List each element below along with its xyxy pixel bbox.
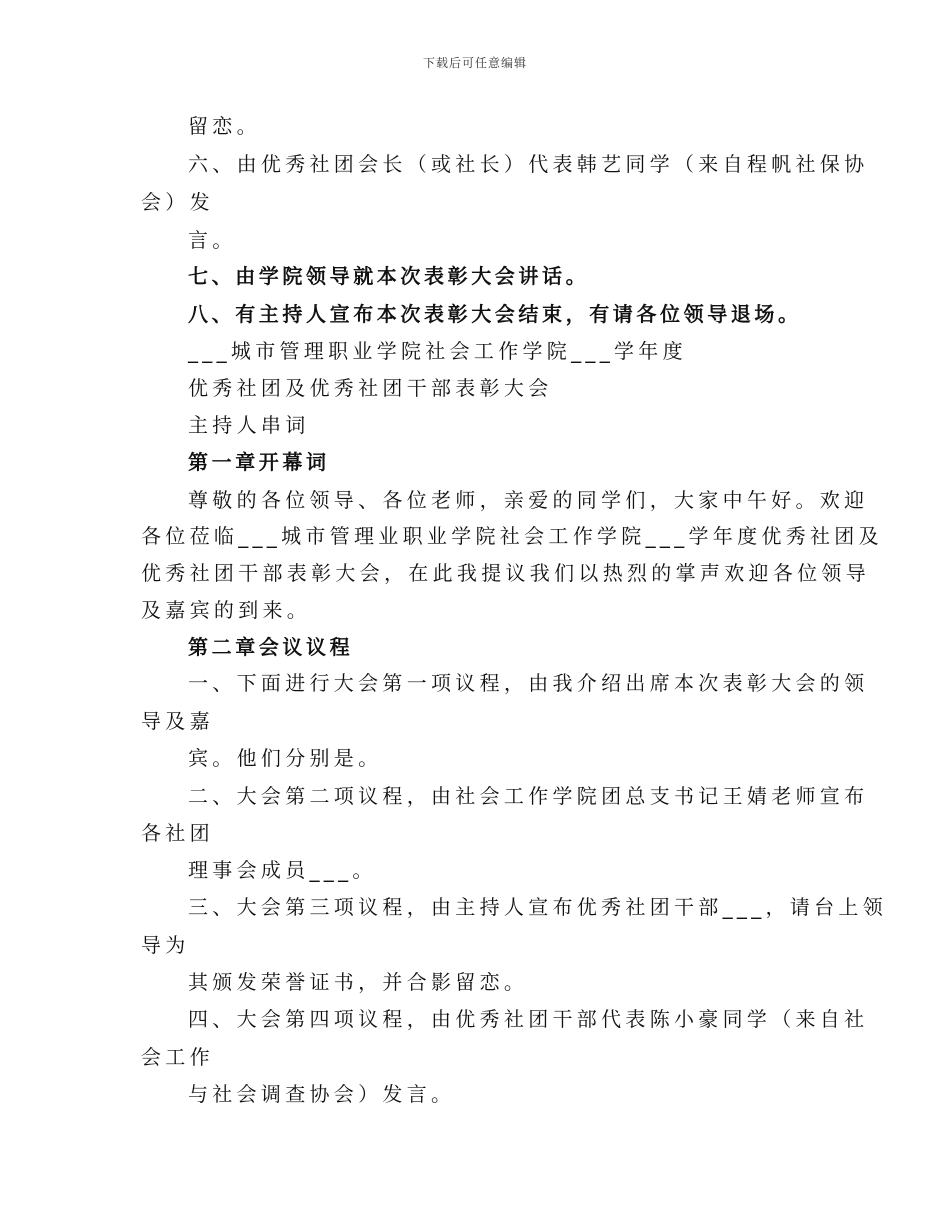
text-line: 留恋。 [188,114,261,138]
text-line: 尊敬的各位领导、各位老师，亲爱的同学们，大家中午好。欢迎 [188,488,869,512]
text-line: 七、由学院领导就本次表彰大会讲话。 [188,264,590,288]
text-line: 优秀社团及优秀社团干部表彰大会 [188,376,553,400]
text-line: 会）发 [141,190,214,214]
text-line: 一、下面进行大会第一项议程，由我介绍出席本次表彰大会的领 [188,671,869,695]
text-line: 其颁发荣誉证书，并合影留恋。 [188,970,529,994]
text-line: 会工作 [141,1045,214,1069]
text-line: 各位莅临___城市管理业职业学院社会工作学院___学年度优秀社团及 [141,524,883,548]
text-line: 各社团 [141,821,214,845]
text-line: 第一章开幕词 [188,450,330,474]
text-line: 理事会成员___。 [188,858,377,882]
text-line: 六、由优秀社团会长（或社长）代表韩艺同学（来自程帆社保协 [188,152,869,176]
text-line: 导及嘉 [141,709,214,733]
text-line: 第二章会议议程 [188,635,354,659]
text-line: 与社会调查协会）发言。 [188,1082,456,1106]
text-line: 导为 [141,933,190,957]
text-line: 及嘉宾的到来。 [141,598,312,622]
text-line: 宾。他们分别是。 [188,746,383,770]
text-line: 言。 [188,228,237,252]
text-line: 四、大会第四项议程，由优秀社团干部代表陈小豪同学（来自社 [188,1007,869,1031]
text-line: 三、大会第三项议程，由主持人宣布优秀社团干部___，请台上领 [188,895,887,919]
text-line: 优秀社团干部表彰大会，在此我提议我们以热烈的掌声欢迎各位领导 [141,561,870,585]
text-line: 主持人串词 [188,413,310,437]
text-line: 二、大会第二项议程，由社会工作学院团总支书记王婧老师宣布 [188,784,869,808]
text-line: ___城市管理职业学院社会工作学院___学年度 [188,339,687,363]
page-header: 下载后可任意编辑 [422,56,527,70]
text-line: 八、有主持人宣布本次表彰大会结束，有请各位领导退场。 [188,302,802,326]
